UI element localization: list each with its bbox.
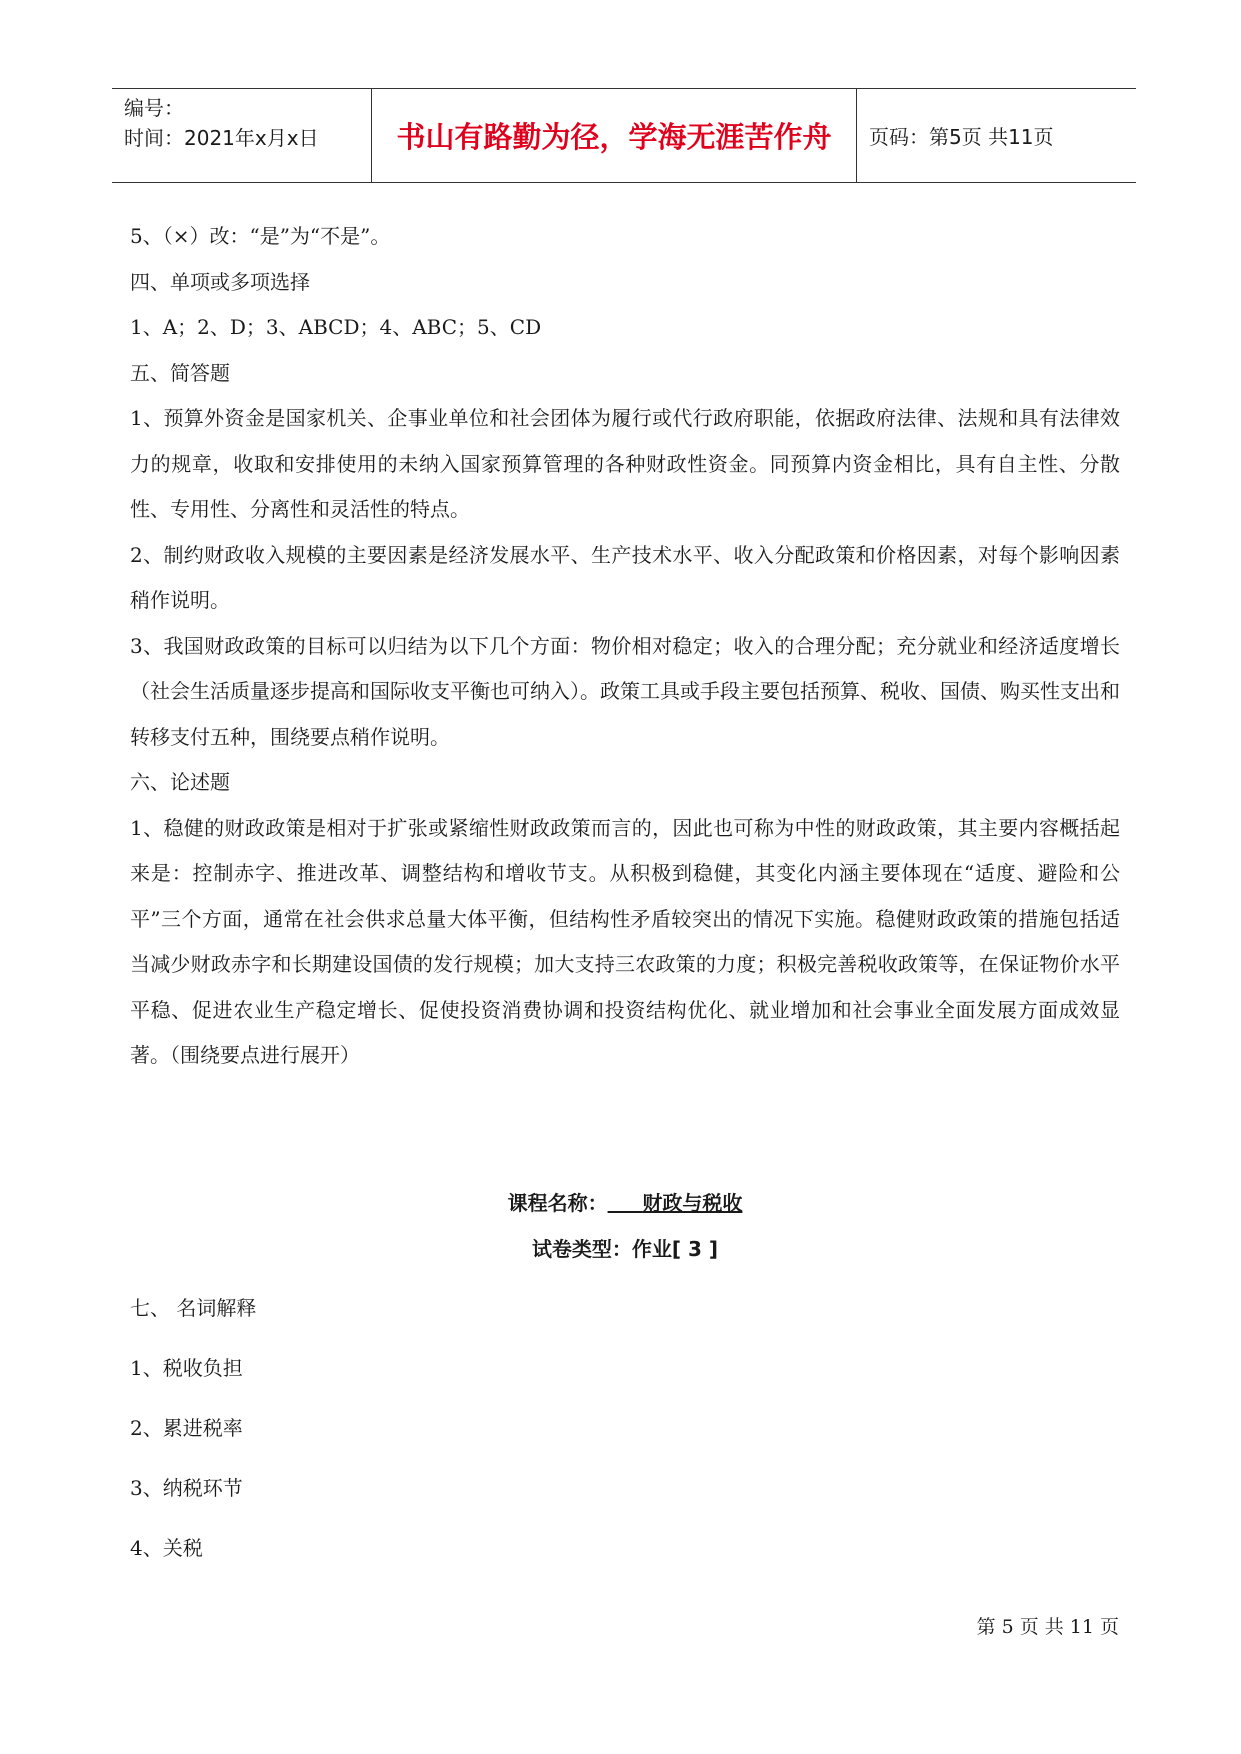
- short-answer-paragraph: 3、我国财政政策的目标可以归结为以下几个方面：物价相对稳定；收入的合理分配；充分就业和经济适度增长（社会生活质量逐步提高和国际收支平衡也可纳入）。政策工具或手段主要包括预算、税收、国债、购买性支出和转移支付五种，围绕要点稍作说明。: [130, 633, 1120, 749]
- paper-type-row: 试卷类型：作业[ 3 ]: [531, 1237, 719, 1261]
- essay-paragraph: 1、稳健的财政政策是相对于扩张或紧缩性财政政策而言的，因此也可称为中性的财政政策，其主要内容概括起来是：控制赤字、推进改革、调整结构和增收节支。从积极到稳健，其变化内涵主要体现在“适度、避险和公平”三个方面，通常在社会供求总量大体平衡，但结构性矛盾较突出的情况下实施。稳健财政政策的措施包括适当减少财政赤字和长期建设国债的发行规模；加大支持三农政策的力度；积极完善税收政策等，在保证物价水平平稳、促进农业生产稳定增长、促使投资消费协调和投资结构优化、就业增加和社会事业全面发展方面成效显著。（围绕要点进行展开）: [130, 815, 1120, 1067]
- section-heading: 七、 名词解释: [130, 1296, 257, 1320]
- header-motto: 书山有路勤为径，学海无涯苦作舟: [372, 89, 857, 182]
- document-body: [130, 214, 1120, 1079]
- number-label: 编号：: [124, 96, 184, 120]
- section-heading: 四、单项或多项选择: [130, 269, 310, 294]
- header-meta: [112, 89, 372, 182]
- term-item: 1、税收负担: [130, 1356, 243, 1380]
- section-heading: 六、论述题: [130, 770, 230, 794]
- course-name-label: 课程名称：: [507, 1191, 608, 1215]
- page-footer: 第 5 页 共 11 页: [976, 1616, 1119, 1638]
- term-item: 3、纳税环节: [130, 1476, 243, 1500]
- answer-line: 5、（×）改：“是”为“不是”。: [130, 224, 391, 248]
- course-name-row: [130, 1180, 1120, 1226]
- term-item: 4、关税: [130, 1536, 203, 1560]
- answer-line: 1、A；2、D；3、ABCD；4、ABC；5、CD: [130, 315, 542, 339]
- section-heading: 五、简答题: [130, 360, 230, 385]
- course-name-value: 财政与税收: [642, 1191, 743, 1215]
- page-header: [112, 88, 1136, 183]
- short-answer-paragraph: 2、制约财政收入规模的主要因素是经济发展水平、生产技术水平、收入分配政策和价格因素，对每个影响因素稍作说明。: [130, 542, 1120, 612]
- course-section: [130, 1180, 1120, 1578]
- header-page-info: 页码：第5页 共11页: [869, 125, 1054, 149]
- short-answer-paragraph: 1、预算外资金是国家机关、企事业单位和社会团体为履行或代行政府职能，依据政府法律、法规和具有法律效力的规章，收取和安排使用的未纳入国家预算管理的各种财政性资金。同预算内资金相比，具有自主性、分散性、专用性、分离性和灵活性的特点。: [130, 406, 1120, 521]
- time-label: 时间：2021年x月x日: [124, 126, 319, 150]
- term-item: 2、累进税率: [130, 1416, 243, 1440]
